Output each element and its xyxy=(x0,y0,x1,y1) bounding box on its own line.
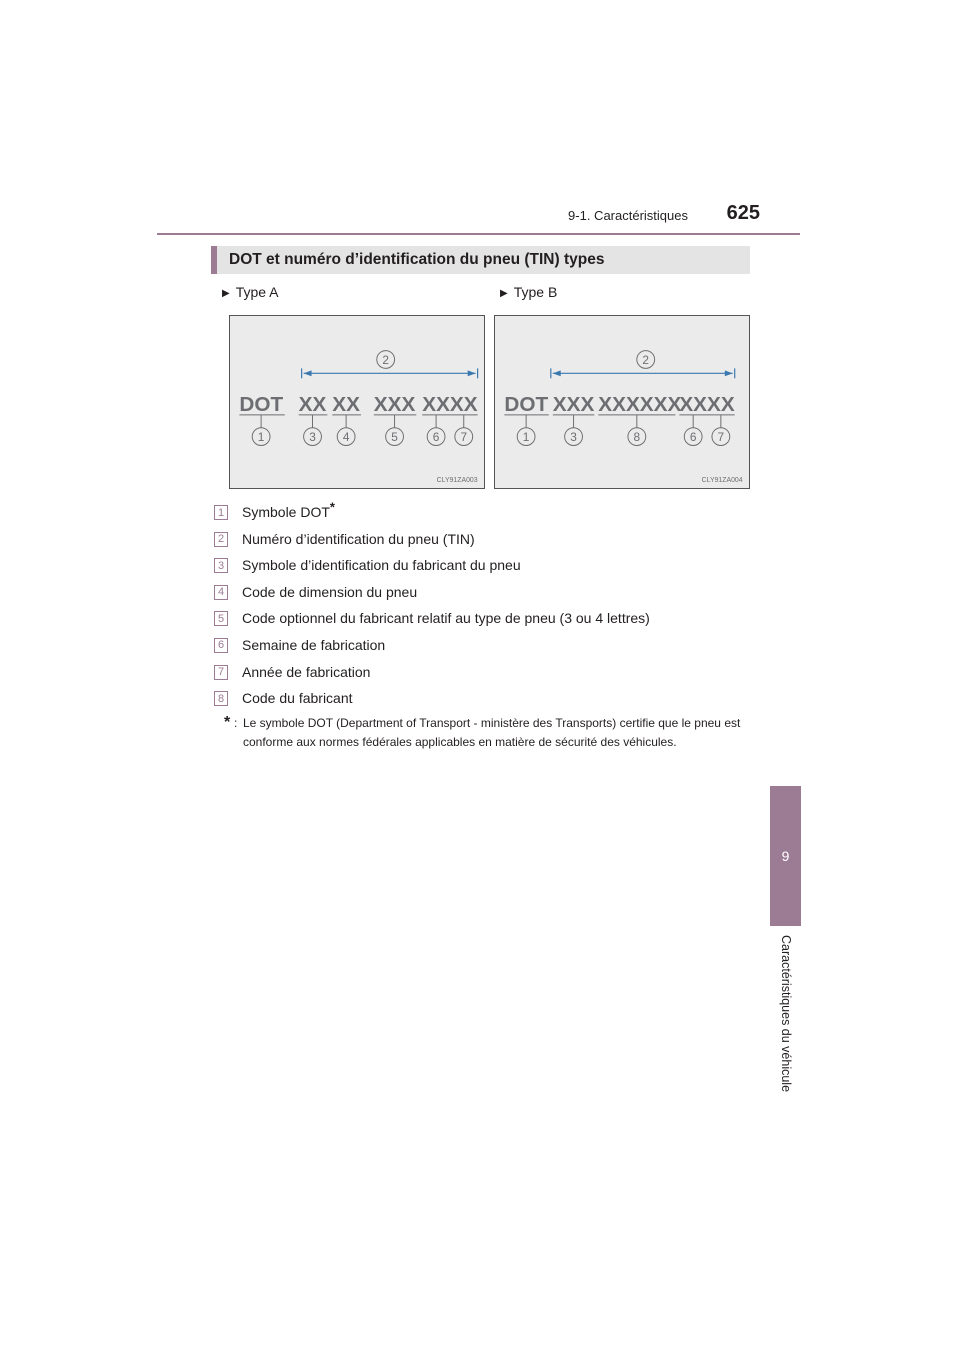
legend-item xyxy=(214,690,754,717)
type-b-label xyxy=(500,284,557,300)
legend-item xyxy=(214,610,754,637)
chapter-tab xyxy=(770,786,801,926)
legend-number: 7 xyxy=(214,665,228,680)
legend-number: 4 xyxy=(214,585,228,600)
page-number: 625 xyxy=(726,202,760,224)
token-xxxx: XXXX xyxy=(422,392,478,416)
callout-6: 6 xyxy=(432,430,440,445)
legend-list xyxy=(214,499,754,717)
tin-diagram-type-b xyxy=(494,315,750,489)
triangle-right-icon: ▶ xyxy=(222,288,230,299)
token-xxx: XXX xyxy=(373,392,416,416)
legend-item xyxy=(214,584,754,611)
footnote xyxy=(224,714,750,751)
bracket-number: 2 xyxy=(642,352,650,367)
legend-number: 5 xyxy=(214,611,228,626)
token-xx-2: XX xyxy=(332,392,360,416)
legend-item xyxy=(214,531,754,558)
legend-number: 3 xyxy=(214,558,228,573)
legend-number: 6 xyxy=(214,638,228,653)
chapter-number: 9 xyxy=(781,848,790,864)
legend-text: Symbole d’identification du fabricant du pneu xyxy=(242,557,521,574)
figure-code: CLY91ZA003 xyxy=(436,477,478,485)
token-xxx: XXX xyxy=(552,392,595,416)
token-xx-1: XX xyxy=(298,392,327,416)
callout-5: 5 xyxy=(391,430,398,445)
tin-diagram-type-a xyxy=(229,315,485,489)
callout-7: 7 xyxy=(460,430,468,445)
legend-item xyxy=(214,557,754,584)
header-rule xyxy=(157,233,800,235)
callout-1: 1 xyxy=(257,430,265,445)
footnote-text: Le symbole DOT (Department of Transport - ministère des Transports) certifie que le pneu est conforme aux normes fédérales applicables en matière de sécurité des véhicules. xyxy=(243,716,741,749)
triangle-right-icon: ▶ xyxy=(500,288,508,299)
callout-3: 3 xyxy=(570,430,577,445)
section-title: DOT et numéro d’identification du pneu (TIN) types xyxy=(229,251,605,268)
legend-number: 2 xyxy=(214,532,228,547)
figure-code: CLY91ZA004 xyxy=(701,477,743,485)
footnote-mark: * xyxy=(329,499,335,515)
callout-8: 8 xyxy=(633,430,641,445)
legend-text: Numéro d’identification du pneu (TIN) xyxy=(242,530,475,547)
legend-text: Code de dimension du pneu xyxy=(242,583,418,600)
legend-item xyxy=(214,499,754,531)
footnote-mark: * xyxy=(224,714,231,731)
callout-3: 3 xyxy=(309,430,316,445)
tin-diagram-type-b-svg xyxy=(495,316,749,488)
legend-text: Code optionnel du fabricant relatif au type de pneu (3 ou 4 lettres) xyxy=(242,610,650,627)
callout-6: 6 xyxy=(689,430,697,445)
bracket-number: 2 xyxy=(382,352,389,367)
running-header-section: 9-1. Caractéristiques xyxy=(568,208,688,223)
legend-text: Code du fabricant xyxy=(242,690,353,707)
legend-text: Semaine de fabrication xyxy=(242,636,386,653)
legend-item xyxy=(214,664,754,691)
legend-number: 1 xyxy=(214,505,228,520)
callout-1: 1 xyxy=(522,430,530,445)
token-dot: DOT xyxy=(239,392,284,416)
footnote-colon: : xyxy=(234,716,238,730)
callout-7: 7 xyxy=(717,430,725,445)
type-b-label-text: Type B xyxy=(513,284,558,300)
callout-4: 4 xyxy=(342,430,350,445)
type-a-label xyxy=(222,284,279,300)
type-a-label-text: Type A xyxy=(235,284,279,300)
token-xxxx: XXXX xyxy=(679,392,735,416)
token-dot: DOT xyxy=(504,392,549,416)
chapter-label: Caractéristiques du véhicule xyxy=(779,935,793,1093)
legend-text: Année de fabrication xyxy=(242,663,371,680)
token-xxxxxx: XXXXXX xyxy=(598,392,682,416)
tin-diagram-type-a-svg xyxy=(230,316,484,488)
legend-item xyxy=(214,637,754,664)
legend-text: Symbole DOT* xyxy=(242,499,335,520)
section-heading xyxy=(211,246,750,274)
chapter-label-wrap xyxy=(775,935,795,1120)
legend-number: 8 xyxy=(214,691,228,706)
